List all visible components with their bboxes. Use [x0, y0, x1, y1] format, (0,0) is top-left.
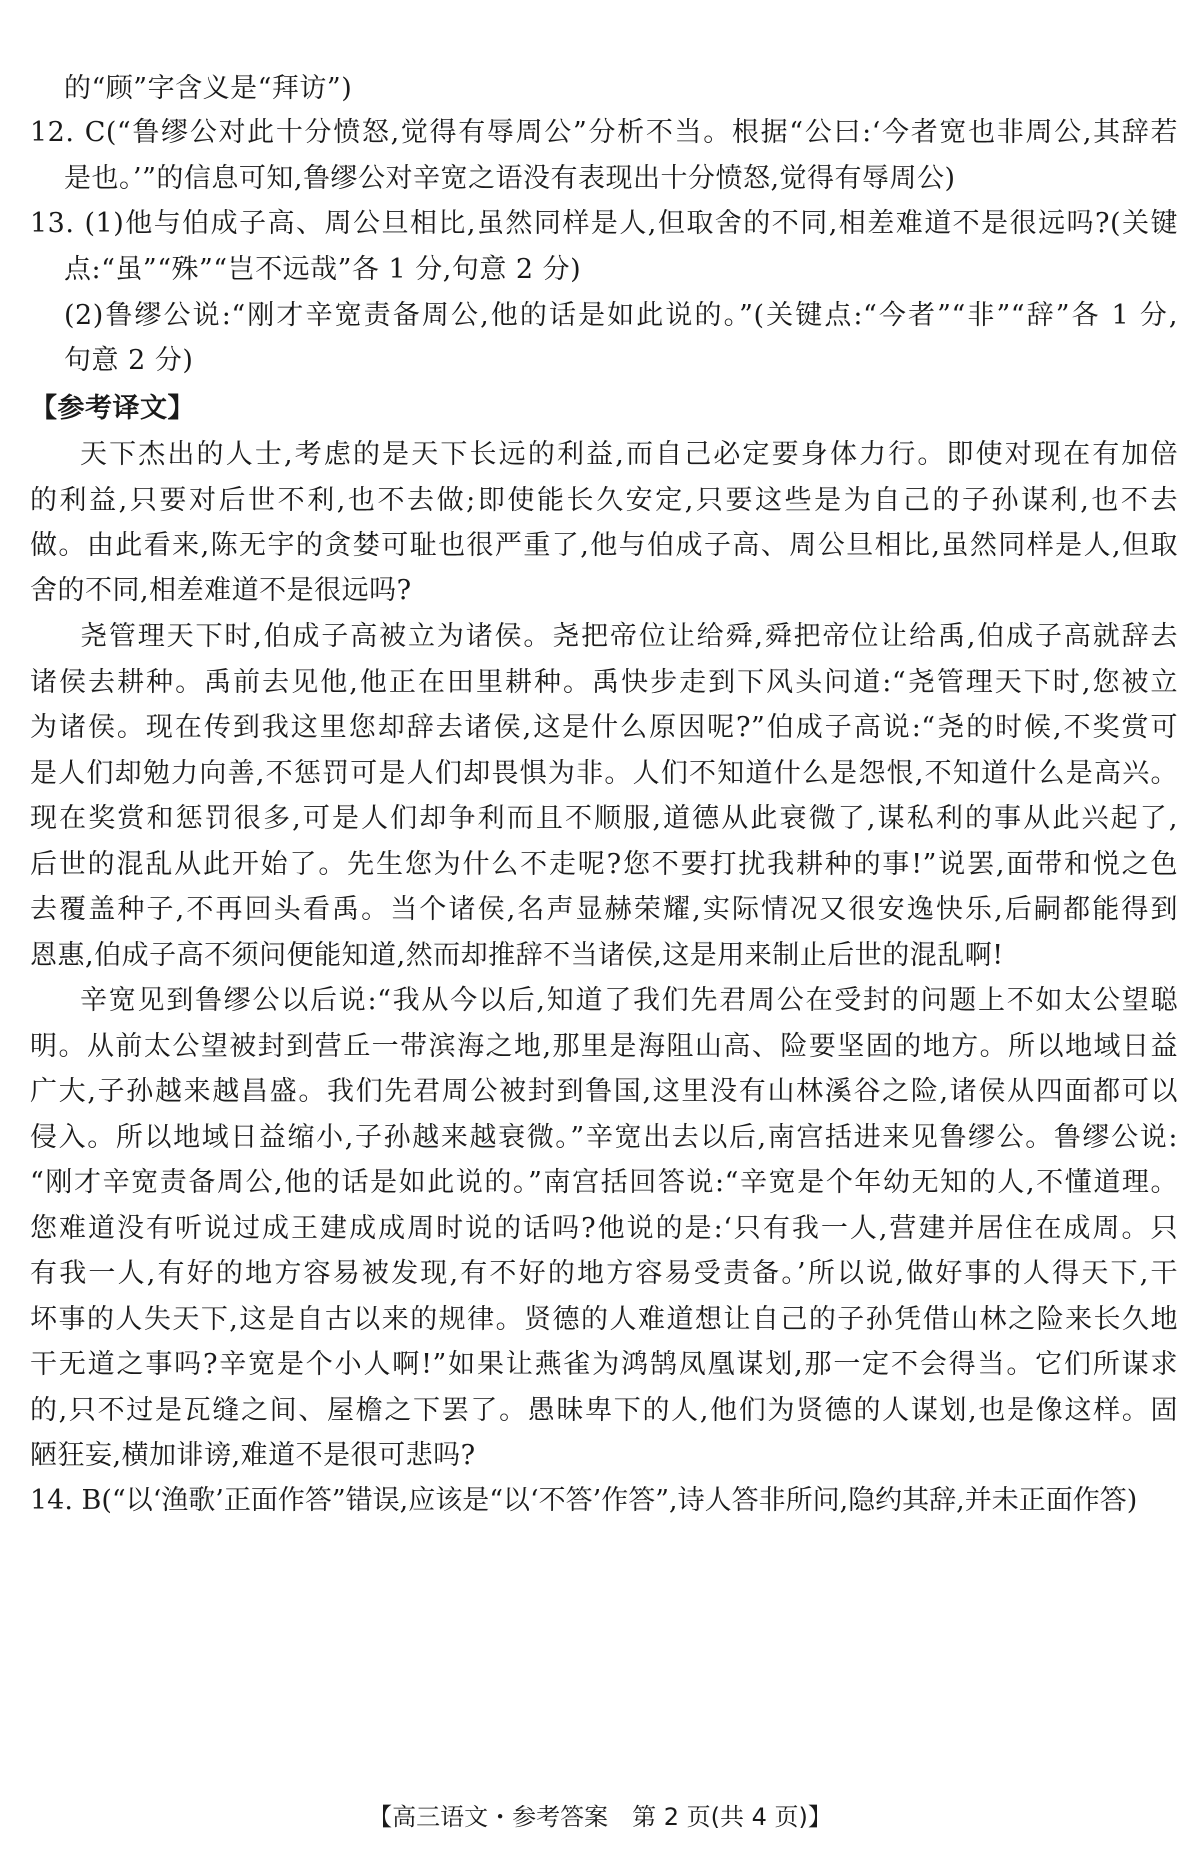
translation-line: 做。由此看来,陈无宇的贪婪可耻也很严重了,他与伯成子高、周公旦相比,虽然同样是人,但取 [30, 530, 1178, 561]
translation-line: 陋狂妄,横加诽谤,难道不是很可悲吗? [30, 1440, 476, 1471]
translation-line: 为诸侯。现在传到我这里您却辞去诸侯,这是什么原因呢?”伯成子高说:“尧的时候,不奖赏可 [30, 712, 1178, 743]
translation-line: 尧管理天下时,伯成子高被立为诸侯。尧把帝位让给舜,舜把帝位让给禹,伯成子高就辞去 [80, 621, 1178, 652]
translation-line: 现在奖赏和惩罚很多,可是人们却争利而且不顺服,道德从此衰微了,谋私利的事从此兴起了, [30, 803, 1178, 834]
translation-line: 有我一人,有好的地方容易被发现,有不好的地方容易受责备。’所以说,做好事的人得天下,干 [30, 1258, 1178, 1289]
translation-line: 干无道之事吗?辛宽是个小人啊!”如果让燕雀为鸿鹄凤凰谋划,那一定不会得当。它们所谋求 [30, 1349, 1178, 1380]
translation-line: 诸侯去耕种。禹前去见他,他正在田里耕种。禹快步走到下风头问道:“尧管理天下时,您被立 [30, 667, 1178, 698]
translation-line: 天下杰出的人士,考虑的是天下长远的利益,而自己必定要身体力行。即使对现在有加倍 [80, 439, 1178, 470]
translation-line: 辛宽见到鲁缪公以后说:“我从今以后,知道了我们先君周公在受封的问题上不如太公望聪 [80, 985, 1178, 1016]
answer-13-line: 点:“虽”“殊”“岂不远哉”各 1 分,句意 2 分) [64, 254, 582, 285]
translation-line: 恩惠,伯成子高不须问便能知道,然而却推辞不当诸侯,这是用来制止后世的混乱啊! [30, 940, 1004, 971]
answer-13-line: (2)鲁缪公说:“刚才辛宽责备周公,他的话是如此说的。”(关键点:“今者”“非”“辞”各 1 分, [64, 300, 1178, 331]
answer-12-line: 是也。’”的信息可知,鲁缪公对辛宽之语没有表现出十分愤怒,觉得有辱周公) [64, 163, 956, 194]
translation-line: 广大,子孙越来越昌盛。我们先君周公被封到鲁国,这里没有山林溪谷之险,诸侯从四面都可以 [30, 1076, 1178, 1107]
translation-line: 是人们却勉力向善,不惩罚可是人们却畏惧为非。人们不知道什么是怨恨,不知道什么是高兴。 [30, 758, 1178, 789]
translation-line: 明。从前太公望被封到营丘一带滨海之地,那里是海阻山高、险要坚固的地方。所以地域日益 [30, 1031, 1178, 1062]
answer-13-line: 13. (1)他与伯成子高、周公旦相比,虽然同样是人,但取舍的不同,相差难道不是很远吗?(关键 [30, 208, 1178, 239]
answer-12-line: 12. C(“鲁缪公对此十分愤怒,觉得有辱周公”分析不当。根据“公曰:‘今者宽也非周公,其辞若 [30, 117, 1178, 148]
translation-line: 的利益,只要对后世不利,也不去做;即使能长久安定,只要这些是为自己的子孙谋利,也不去 [30, 485, 1178, 516]
translation-line: 去覆盖种子,不再回头看禹。当个诸侯,名声显赫荣耀,实际情况又很安逸快乐,后嗣都能得到 [30, 894, 1178, 925]
translation-line: 的,只不过是瓦缝之间、屋檐之下罢了。愚昧卑下的人,他们为贤德的人谋划,也是像这样。固 [30, 1395, 1178, 1426]
translation-line: 后世的混乱从此开始了。先生您为什么不走呢?您不要打扰我耕种的事!”说罢,面带和悦之色 [30, 849, 1178, 880]
answer-14-line: 14. B(“以‘渔歌’正面作答”错误,应该是“以‘不答’作答”,诗人答非所问,隐约其辞,并未正面作答) [30, 1485, 1138, 1516]
section-heading: 【参考译文】 [30, 393, 195, 424]
translation-line: 侵入。所以地域日益缩小,子孙越来越衰微。”辛宽出去以后,南宫括进来见鲁缪公。鲁缪公说: [30, 1122, 1178, 1153]
translation-line: 您难道没有听说过成王建成成周时说的话吗?他说的是:‘只有我一人,营建并居住在成周。只 [30, 1213, 1178, 1244]
page-footer: 【高三语文・参考答案 第 2 页(共 4 页)】 [368, 1803, 832, 1831]
translation-line: “刚才辛宽责备周公,他的话是如此说的。”南宫括回答说:“辛宽是个年幼无知的人,不懂道理。 [30, 1167, 1178, 1198]
translation-line: 舍的不同,相差难道不是很远吗? [30, 575, 412, 606]
text-line: 的“顾”字含义是“拜访”) [64, 73, 353, 104]
answer-13-line: 句意 2 分) [64, 345, 194, 376]
translation-line: 坏事的人失天下,这是自古以来的规律。贤德的人难道想让自己的子孙凭借山林之险来长久地 [30, 1304, 1178, 1335]
